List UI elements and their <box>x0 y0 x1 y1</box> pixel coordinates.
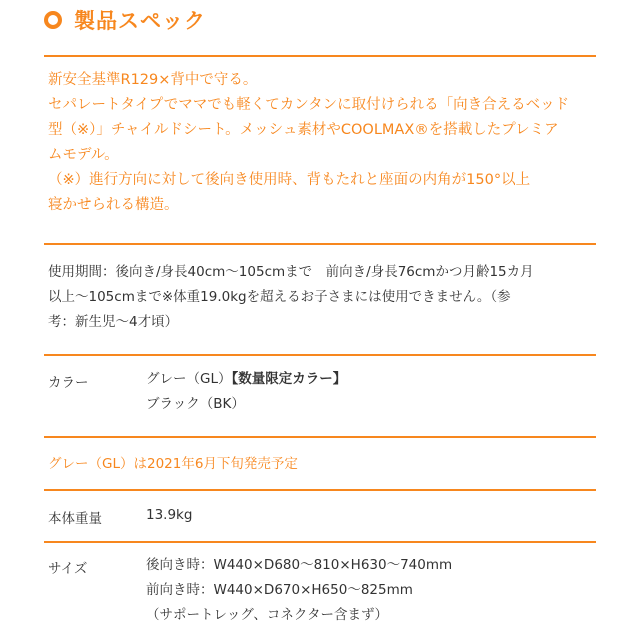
size-note: （サポートレッグ、コネクター含まず） <box>146 607 389 623</box>
color-option-gray: グレー（GL） <box>146 371 232 387</box>
intro-line: 新安全基準R129×背中で守る。 <box>48 72 258 88</box>
size-rear-facing: 後向き時：W440×D680〜810×H630〜740mm <box>146 557 453 573</box>
divider <box>44 243 596 245</box>
section-title: 製品スペック <box>74 9 206 33</box>
usage-line: 以上〜105cmまで※体重19.0kgを超えるお子さまには使用できません。（参 <box>48 289 511 305</box>
color-value <box>146 367 346 417</box>
divider <box>44 55 596 57</box>
usage-period <box>48 260 596 335</box>
size-label: サイズ <box>48 561 88 577</box>
color-label: カラー <box>48 375 89 391</box>
orange-ring-icon <box>44 11 62 29</box>
weight-label: 本体重量 <box>48 511 102 527</box>
product-intro <box>48 68 596 218</box>
divider <box>44 489 596 491</box>
color-option-black: ブラック（BK） <box>146 396 245 412</box>
limited-color-note: 【数量限定カラー】 <box>231 371 347 387</box>
divider <box>44 541 596 543</box>
weight-value: 13.9kg <box>146 507 193 523</box>
usage-line: 使用期間：後向き/身長40cm〜105cmまで 前向き/身長76cmかつ月齢15カ月 <box>48 264 534 280</box>
intro-line: （※）進行方向に対して後向き使用時、背もたれと座面の内角が150°以上 <box>48 172 531 188</box>
divider <box>44 436 596 438</box>
divider <box>44 354 596 356</box>
intro-line: 寝かせられる構造。 <box>48 197 179 213</box>
intro-line: 型（※）」チャイルドシート。メッシュ素材やCOOLMAX®を搭載したプレミア <box>48 122 559 138</box>
size-forward-facing: 前向き時：W440×D670×H650〜825mm <box>146 582 413 598</box>
intro-line: ムモデル。 <box>48 147 119 163</box>
size-value <box>146 553 452 628</box>
color-option <box>146 367 346 392</box>
intro-line: セパレートタイプでママでも軽くてカンタンに取付けられる「向き合えるベッド <box>48 97 570 113</box>
release-note: グレー（GL）は2021年6月下旬発売予定 <box>48 456 298 472</box>
usage-line: 考：新生児〜4才頃） <box>48 314 179 330</box>
section-header <box>44 4 206 36</box>
